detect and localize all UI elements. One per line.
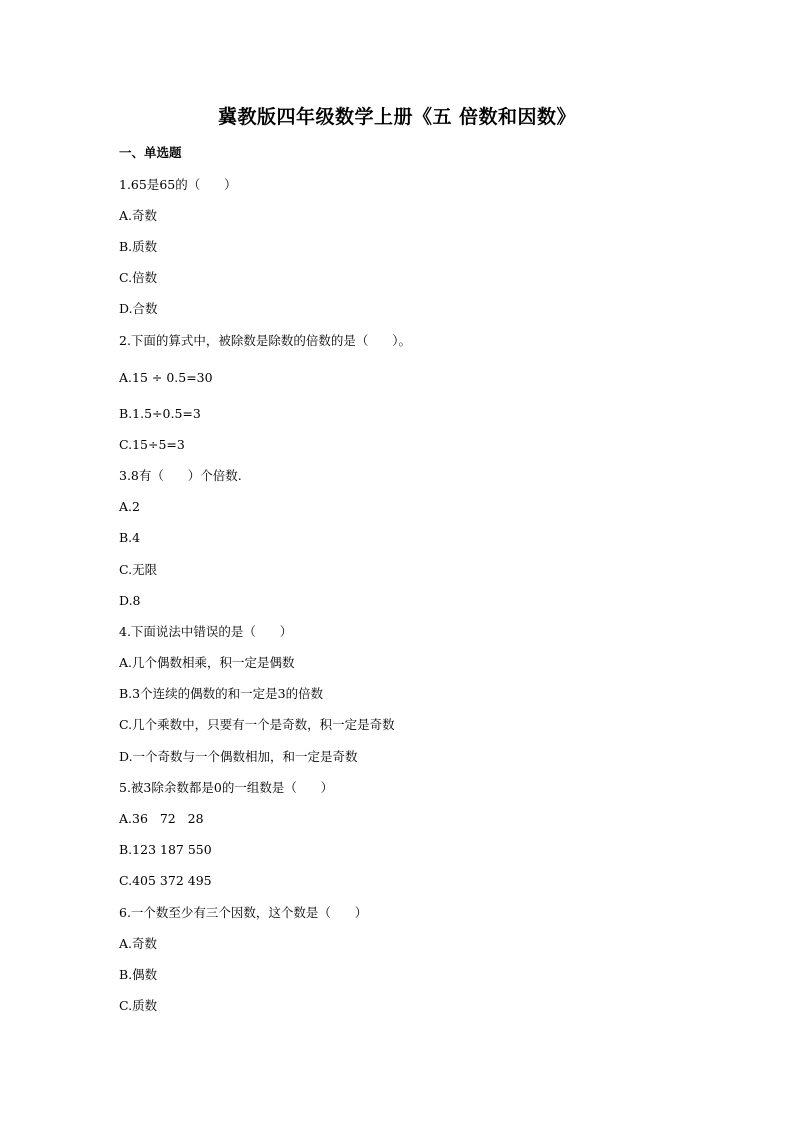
question-2: 2.下面的算式中，被除数是除数的倍数的是（ ）。 bbox=[119, 333, 412, 348]
question-4: 4.下面说法中错误的是（ ） bbox=[119, 624, 293, 639]
option-2a: A.15 ÷ 0.5=30 bbox=[119, 370, 213, 385]
option-1d: D.合数 bbox=[119, 301, 158, 316]
section-heading: 一、单选题 bbox=[119, 145, 182, 160]
document-title: 冀教版四年级数学上册《五 倍数和因数》 bbox=[217, 106, 577, 128]
option-3b: B.4 bbox=[119, 530, 141, 545]
question-6: 6.一个数至少有三个因数，这个数是（ ） bbox=[119, 905, 368, 920]
question-3: 3.8有（ ）个倍数. bbox=[119, 468, 242, 483]
option-2b: B.1.5÷0.5=3 bbox=[119, 406, 201, 421]
question-5: 5.被3除余数都是0的一组数是（ ） bbox=[119, 780, 334, 795]
option-4a: A.几个偶数相乘，积一定是偶数 bbox=[119, 655, 295, 670]
option-3a: A.2 bbox=[119, 499, 140, 514]
option-6a: A.奇数 bbox=[119, 936, 158, 951]
option-2c: C.15÷5=3 bbox=[119, 437, 185, 452]
option-4b: B.3个连续的偶数的和一定是3的倍数 bbox=[119, 686, 324, 701]
option-6b: B.偶数 bbox=[119, 967, 158, 982]
option-1a: A.奇数 bbox=[119, 208, 158, 223]
option-4c: C.几个乘数中，只要有一个是奇数，积一定是奇数 bbox=[119, 717, 395, 732]
option-3c: C.无限 bbox=[119, 562, 158, 577]
option-4d: D.一个奇数与一个偶数相加，和一定是奇数 bbox=[119, 749, 358, 764]
option-6c: C.质数 bbox=[119, 998, 158, 1013]
option-1b: B.质数 bbox=[119, 239, 158, 254]
option-5b: B.123 187 550 bbox=[119, 842, 212, 857]
question-1: 1.65是65的（ ） bbox=[119, 177, 237, 192]
option-5c: C.405 372 495 bbox=[119, 873, 212, 888]
option-5a: A.36 72 28 bbox=[119, 811, 204, 826]
option-3d: D.8 bbox=[119, 593, 141, 608]
option-1c: C.倍数 bbox=[119, 270, 158, 285]
